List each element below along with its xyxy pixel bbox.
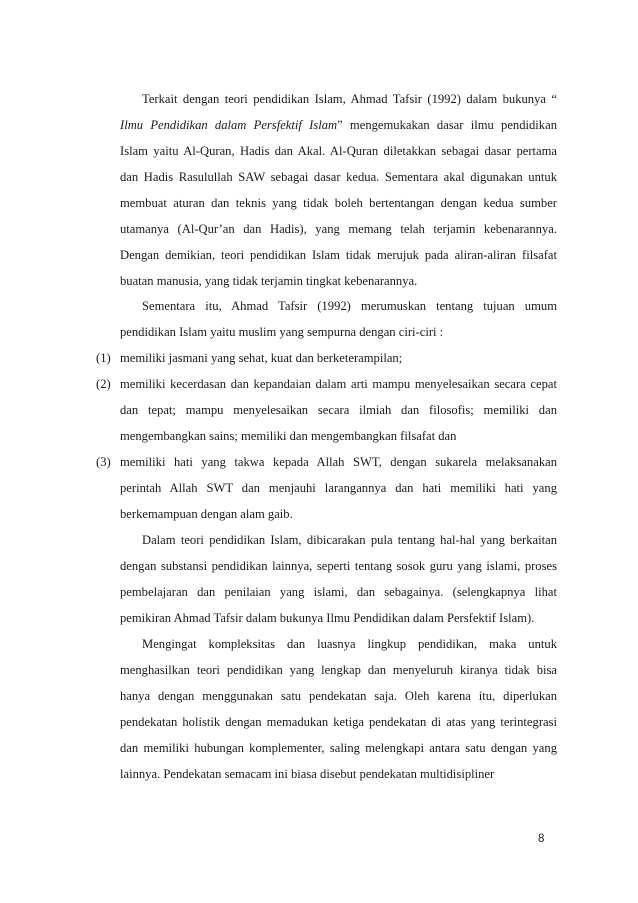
page-number: 8 [538, 833, 545, 845]
list-item-3-line-1: memiliki hati yang takwa kepada Allah SWT, dengan sukarela melaksanakan [120, 455, 557, 469]
list-item-3-line-2: perintah Allah SWT dan menjauhi larangannya dan hati memiliki hati yang [120, 481, 557, 495]
paragraph-1-line-5: membuat aturan dan teknis yang tidak boleh bertentangan dengan kedua sumber [120, 196, 557, 210]
list-item-2-line-2: dan tepat; mampu menyelesaikan secara ilmiah dan filosofis; memiliki dan [120, 403, 557, 417]
paragraph-2-line-2: pendidikan Islam yaitu muslim yang sempurna dengan ciri-ciri : [120, 325, 444, 339]
paragraph-1-line-3: Islam yaitu Al-Quran, Hadis dan Akal. Al-Quran diletakkan sebagai dasar pertama [120, 144, 557, 158]
list-number-2: (2) [96, 377, 111, 391]
list-item-2-line-3: mengembangkan sains; memiliki dan mengembangkan filsafat dan [120, 429, 457, 443]
paragraph-4-line-3: hanya dengan menggunakan satu pendekatan saja. Oleh karena itu, diperlukan [120, 689, 557, 703]
paragraph-4-line-5: dan memiliki hubungan komplementer, saling melengkapi antara satu dengan yang [120, 741, 557, 755]
paragraph-4-line-2: menghasilkan teori pendidikan yang lengkap dan menyeluruh kiranya tidak bisa [120, 663, 557, 677]
paragraph-1-line-2 [120, 117, 557, 133]
paragraph-3-line-4: pemikiran Ahmad Tafsir dalam bukunya Ilmu Pendidikan dalam Persfektif Islam). [120, 611, 535, 625]
list-number-1: (1) [96, 351, 111, 365]
paragraph-3-line-2: dengan substansi pendidikan lainnya, seperti tentang sosok guru yang islami, proses [120, 559, 557, 573]
book-title-italic: Ilmu Pendidikan dalam Persfektif Islam [120, 118, 338, 132]
list-number-3: (3) [96, 455, 111, 469]
paragraph-1-line-4: dan Hadis Rasulullah SAW sebagai dasar kedua. Sementara akal digunakan untuk [120, 170, 557, 184]
paragraph-4-line-1: Mengingat kompleksitas dan luasnya lingkup pendidikan, maka untuk [142, 637, 557, 651]
list-item-1-line-1: memiliki jasmani yang sehat, kuat dan berketerampilan; [120, 351, 403, 365]
paragraph-1-line-6: utamanya (Al-Qur’an dan Hadis), yang memang telah terjamin kebenarannya. [120, 222, 557, 236]
paragraph-1-line-1: Terkait dengan teori pendidikan Islam, Ahmad Tafsir (1992) dalam bukunya “ [142, 92, 557, 106]
paragraph-3-line-3: pembelajaran dan penilaian yang islami, dan sebagainya. (selengkapnya lihat [120, 585, 557, 599]
list-item-2-line-1: memiliki kecerdasan dan kepandaian dalam arti mampu menyelesaikan secara cepat [120, 377, 557, 391]
paragraph-2-line-1: Sementara itu, Ahmad Tafsir (1992) merumuskan tentang tujuan umum [142, 299, 557, 313]
paragraph-3-line-1: Dalam teori pendidikan Islam, dibicarakan pula tentang hal-hal yang berkaitan [142, 533, 557, 547]
paragraph-4-line-6: lainnya. Pendekatan semacam ini biasa disebut pendekatan multidisipliner [120, 767, 495, 781]
paragraph-4-line-4: pendekatan holistik dengan memadukan ketiga pendekatan di atas yang terintegrasi [120, 715, 557, 729]
paragraph-1-line-2-rest: ” mengemukakan dasar ilmu pendidikan [337, 118, 557, 132]
paragraph-1-line-7: Dengan demikian, teori pendidikan Islam tidak merujuk pada aliran-aliran filsafat [120, 248, 557, 262]
paragraph-1-line-8: buatan manusia, yang tidak terjamin tingkat kebenarannya. [120, 274, 418, 288]
list-item-3-line-3: berkemampuan dengan alam gaib. [120, 507, 293, 521]
